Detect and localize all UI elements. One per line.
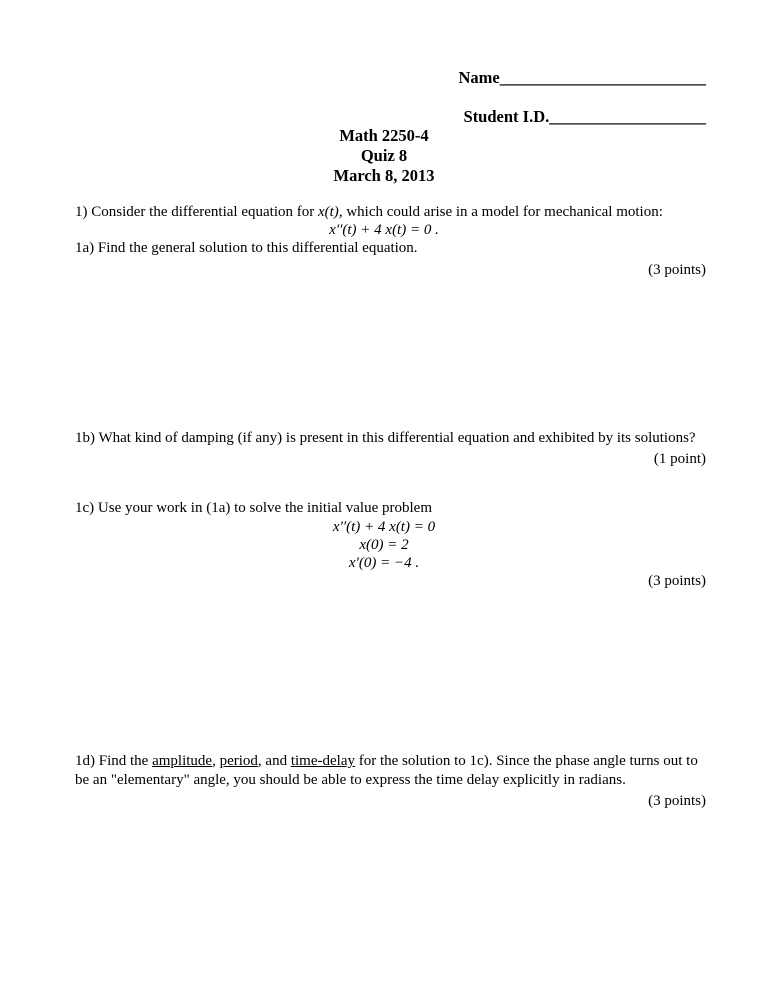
q1d-line1 <box>75 753 698 770</box>
q1d-period: period <box>219 753 258 769</box>
q1d-sep2: , and <box>257 753 291 769</box>
q1d-line2: be an "elementary" angle, you should be able to express the time delay explicitly in radians. <box>75 772 626 788</box>
q1d-pre: 1d) Find the <box>75 753 153 769</box>
q1-equation: x′′(t) + 4 x(t) = 0 . <box>329 222 439 238</box>
quiz-title: Quiz 8 <box>360 146 408 165</box>
q1b-points: (1 point) <box>653 451 706 467</box>
q1d-points: (3 points) <box>648 793 706 809</box>
name-field: Name_________________________ <box>458 68 706 87</box>
q1-intro-var: x(t) <box>317 204 339 220</box>
q1c-equation-3: x′(0) = −4 . <box>348 555 420 571</box>
q1-intro <box>75 204 663 221</box>
q1c-equation-2: x(0) = 2 <box>359 537 409 553</box>
q1d-post: for the solution to 1c). Since the phase angle turns out to <box>354 753 698 769</box>
q1d-timedelay: time-delay <box>290 753 355 769</box>
q1d-sep1: , <box>212 753 220 769</box>
course-title: Math 2250-4 <box>339 126 429 145</box>
q1a-points: (3 points) <box>648 262 706 278</box>
q1-intro-rest: , which could arise in a model for mechanical motion: <box>338 204 663 220</box>
q1a-text: 1a) Find the general solution to this differential equation. <box>75 240 418 256</box>
q1d-amplitude: amplitude <box>152 753 213 769</box>
q1b-text: 1b) What kind of damping (if any) is present in this differential equation and exhibited by its solutions? <box>75 430 696 446</box>
q1c-points: (3 points) <box>648 573 706 589</box>
q1c-text: 1c) Use your work in (1a) to solve the initial value problem <box>75 500 432 516</box>
quiz-date: March 8, 2013 <box>333 166 435 185</box>
student-id-field: Student I.D.___________________ <box>463 107 706 126</box>
q1-intro-text: 1) Consider the differential equation for <box>75 204 318 220</box>
q1c-equation-1: x′′(t) + 4 x(t) = 0 <box>332 519 436 535</box>
